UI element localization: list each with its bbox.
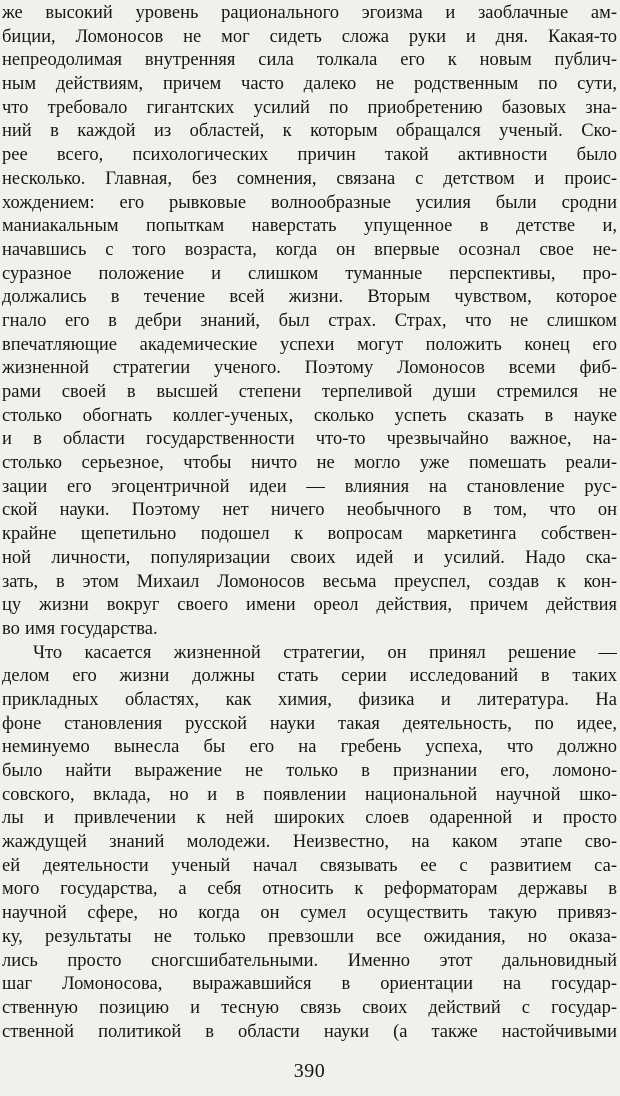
text-line: было найти выражение не только в признании его, ломоно- — [2, 761, 617, 781]
text-line: ным действиям, причем часто далеко не родственным по сути, — [2, 74, 617, 95]
text-line: делом его жизни должны стать серии исследований в таких — [2, 666, 617, 687]
text-line: гнало его в дебри знаний, был страх. Страх, что не слишком — [2, 310, 617, 331]
text-line: во имя государства. — [2, 618, 158, 639]
text-line: ний в каждой из областей, к которым обращался ученый. Ско- — [2, 121, 617, 142]
text-line: жизненной стратегии ученого. Поэтому Ломоносов всеми фиб- — [2, 358, 617, 379]
text-line: и в области государственности что-то чрезвычайно важное, на- — [2, 429, 617, 450]
text-line: столько обогнать коллег-ученых, сколько успеть сказать в науке — [2, 405, 617, 426]
text-line: впечатляющие академические успехи могут положить конец его — [2, 334, 617, 355]
text-line: хождением: его рывковые волнообразные усилия были сродни — [2, 192, 617, 213]
text-line: совского, вклада, но и в появлении национальной научной шко- — [2, 784, 617, 805]
text-line: маниакальным попыткам наверстать упущенное в детстве и, — [2, 216, 617, 237]
text-line: что требовало гигантских усилий по приобретению базовых зна- — [2, 97, 617, 118]
text-line: начавшись с того возраста, когда он впервые осознал свое не- — [2, 239, 617, 260]
text-line: ку, результаты не только превзошли все ожидания, но оказа- — [2, 926, 617, 947]
text-line: научной сфере, но когда он сумел осуществить такую привяз- — [2, 903, 617, 924]
text-line: ской науки. Поэтому нет ничего необычного в том, что он — [2, 500, 617, 521]
text-line: шаг Ломоносова, выражавшийся в ориентации на государ- — [2, 974, 617, 995]
text-line: зации его эгоцентричной идеи — влияния на становление рус- — [2, 476, 617, 497]
text-line: лись просто сногсшибательными. Именно этот дальновидный — [2, 950, 617, 971]
text-line: рами своей в высшей степени терпеливой души стремился не — [2, 382, 617, 402]
text-line: прикладных областях, как химия, физика и литература. На — [2, 689, 617, 710]
text-line: ей деятельности ученый начал связывать ее с развитием са- — [2, 855, 617, 876]
text-line: крайне щепетильно подошел к вопросам маркетинга собствен- — [2, 524, 617, 545]
page-text — [2, 2, 617, 1044]
text-line: жаждущей знаний молодежи. Неизвестно, на каком этапе сво- — [2, 832, 617, 853]
text-line: столько серьезное, чтобы ничто не могло уже помешать реали- — [2, 453, 617, 474]
text-line: суразное положение и слишком туманные перспективы, про- — [2, 263, 617, 284]
text-line: непреодолимая внутренняя сила толкала его к новым публич- — [2, 50, 617, 71]
text-line: фоне становления русской науки такая деятельность, по идее, — [2, 713, 617, 734]
text-line: зать, в этом Михаил Ломоносов весьма преуспел, создав к кон- — [2, 571, 617, 592]
text-line: Что касается жизненной стратегии, он принял решение — — [33, 642, 617, 663]
text-line: неминуемо вынесла бы его на гребень успеха, что должно — [2, 737, 617, 758]
text-line: мого государства, а себя относить к реформаторам державы в — [2, 879, 617, 900]
text-line: биции, Ломоносов не мог сидеть сложа руки и дня. Какая-то — [2, 26, 617, 47]
text-line: несколько. Главная, без сомнения, связана с детством и проис- — [2, 168, 617, 189]
text-line: должались в течение всей жизни. Вторым чувством, которое — [2, 287, 617, 308]
page-number: 390 — [293, 1060, 326, 1083]
text-line: ственную позицию и тесную связь своих действий с государ- — [2, 997, 617, 1018]
text-line: лы и привлечении к ней широких слоев одаренной и просто — [2, 808, 617, 829]
text-line: ственной политикой в области науки (а также настойчивыми — [2, 1021, 617, 1042]
text-line: рее всего, психологических причин такой активности было — [2, 145, 617, 166]
text-line: цу жизни вокруг своего имени ореол действия, причем действия — [2, 595, 617, 616]
text-line: же высокий уровень рационального эгоизма и заоблачные ам- — [2, 3, 617, 23]
text-line: ной личности, популяризации своих идей и усилий. Надо ска- — [2, 547, 617, 568]
